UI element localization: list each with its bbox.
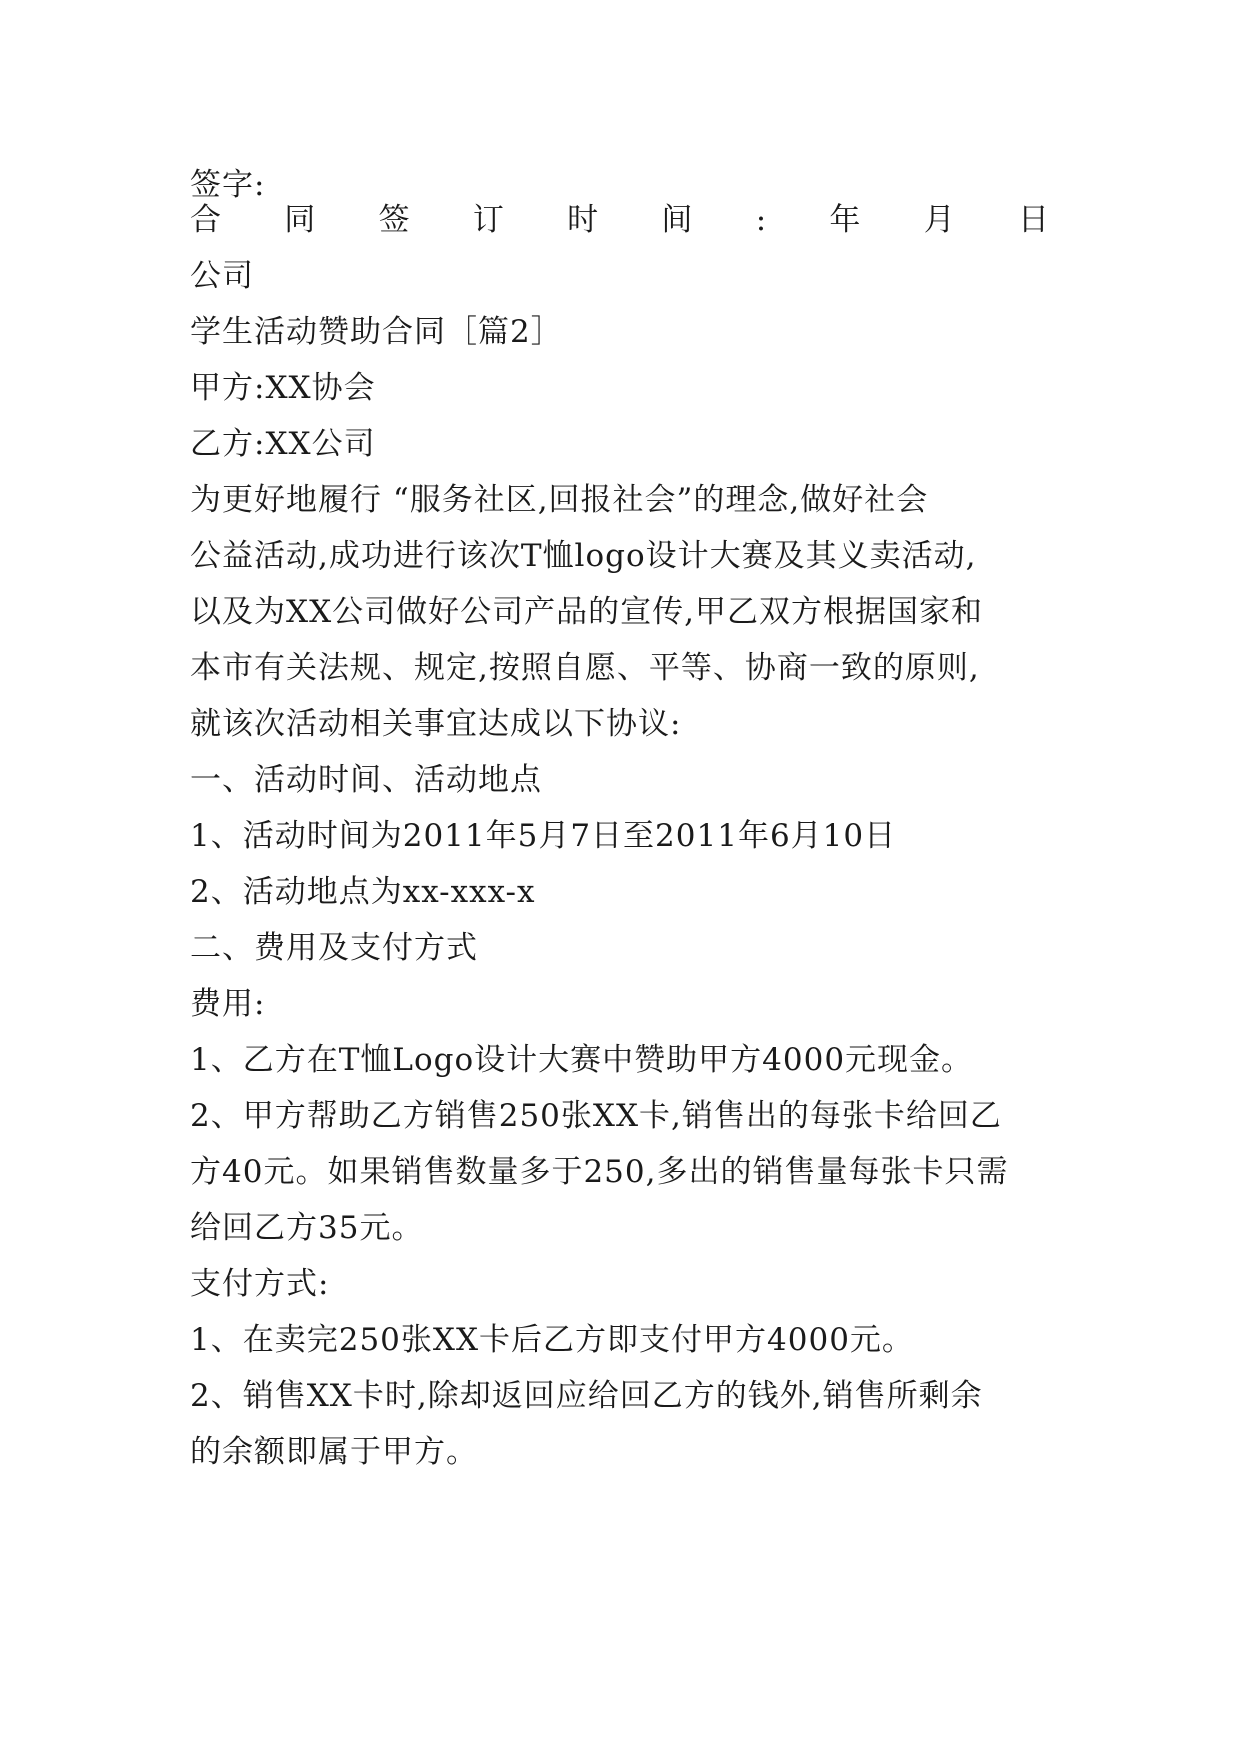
signature-label: 签字: xyxy=(190,167,266,203)
contract-date-line xyxy=(190,191,1050,249)
date-char: 合 xyxy=(190,202,222,238)
payment-item: 1、在卖完250张XX卡后乙方即支付甲方4000元。 xyxy=(190,1322,914,1358)
payment-item-continued: 的余额即属于甲方。 xyxy=(190,1434,478,1470)
date-char: 日 xyxy=(1017,202,1050,238)
fee-label: 费用: xyxy=(190,986,266,1022)
date-char: 年 xyxy=(829,202,862,238)
fee-item: 2、甲方帮助乙方销售250张XX卡,销售出的每张卡给回乙 xyxy=(190,1098,1002,1134)
intro-line: 公益活动,成功进行该次T恤logo设计大赛及其义卖活动, xyxy=(190,538,977,574)
intro-line: 以及为XX公司做好公司产品的宣传,甲乙双方根据国家和 xyxy=(190,594,983,630)
date-char: 时 xyxy=(567,202,600,238)
fee-item: 1、乙方在T恤Logo设计大赛中赞助甲方4000元现金。 xyxy=(190,1042,974,1078)
company-label: 公司 xyxy=(190,258,254,294)
payment-label: 支付方式: xyxy=(190,1266,330,1302)
intro-line: 为更好地履行 “服务社区,回报社会”的理念,做好社会 xyxy=(190,482,929,518)
party-b: 乙方:XX公司 xyxy=(190,426,376,462)
heading-activity: 一、活动时间、活动地点 xyxy=(190,762,542,798)
section-title: 学生活动赞助合同［篇2］ xyxy=(190,314,563,350)
heading-fees: 二、费用及支付方式 xyxy=(190,930,478,966)
intro-line: 本市有关法规、规定,按照自愿、平等、协商一致的原则, xyxy=(190,650,980,686)
fee-item-continued: 方40元。如果销售数量多于250,多出的销售量每张卡只需 xyxy=(190,1154,1009,1190)
intro-line: 就该次活动相关事宜达成以下协议: xyxy=(190,706,682,742)
date-char: : xyxy=(755,202,768,238)
fee-item-continued: 给回乙方35元。 xyxy=(190,1210,424,1246)
activity-time-item: 1、活动时间为2011年5月7日至2011年6月10日 xyxy=(190,818,897,854)
date-char: 订 xyxy=(472,202,505,238)
date-char: 签 xyxy=(378,202,411,238)
activity-place-item: 2、活动地点为xx-xxx-x xyxy=(190,874,536,910)
payment-item: 2、销售XX卡时,除却返回应给回乙方的钱外,销售所剩余 xyxy=(190,1378,983,1414)
date-char: 同 xyxy=(284,202,317,238)
date-char: 月 xyxy=(923,202,956,238)
date-char: 间 xyxy=(661,202,694,238)
party-a: 甲方:XX协会 xyxy=(190,370,376,406)
